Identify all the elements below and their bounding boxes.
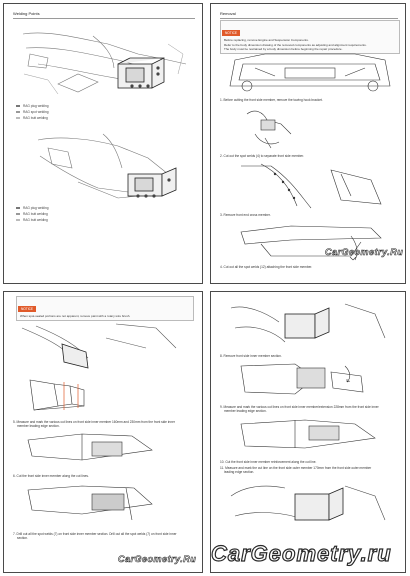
notice-text: Before replacing, remove Engine and Suspension Components.	[224, 38, 309, 42]
manual-page-welding-points	[3, 3, 203, 284]
legend-item: RAG plug welding	[16, 104, 49, 108]
legend-item: RAG butt welding	[16, 218, 48, 222]
step-5-text: member leading edge section.	[17, 424, 60, 428]
step-3-text: 3. Remove front end cross member.	[220, 213, 271, 217]
legend-item: RAG spot welding	[16, 110, 49, 114]
step-4-text: 4. Cut out all the spot welds (12) attaching the front side member.	[220, 265, 313, 269]
legend-swatch-icon	[16, 111, 20, 113]
legend-swatch-icon	[16, 219, 20, 221]
page-title: Welding Points	[13, 11, 40, 16]
step-8-text: 8. Remove front side inner member section.	[220, 354, 282, 358]
step-7-text: 7. Drill out all the spot welds (7) on front side inner member section. Drill out all the spot welds (7) on front side inner	[13, 532, 177, 536]
step-11-text: 11. Measure and mark the cut line on the front side outer member 170mm from the front side outer member	[220, 466, 372, 470]
legend-swatch-icon	[16, 117, 20, 119]
title-divider	[13, 18, 195, 19]
legend-item: RAG plug welding	[16, 206, 49, 210]
legend-swatch-icon	[16, 213, 20, 215]
front-side-member-diagram	[16, 318, 192, 376]
cross-member-diagram	[231, 218, 391, 264]
inner-member-section-diagram	[225, 298, 395, 352]
step-9-text: 9. Measure and mark the various cut lines on front side inner member/extension 228mm from the front side inner	[220, 405, 379, 409]
step-7-text: section.	[17, 536, 28, 540]
welding-diagram-upper	[18, 24, 188, 104]
title-divider	[220, 18, 398, 19]
notice-box	[16, 296, 194, 321]
notice-badge: NOTICE	[222, 30, 240, 36]
vehicle-front-diagram	[225, 50, 395, 94]
legend-item: RAG butt welding	[16, 116, 48, 120]
notice-text: Refer to the body dimension drawing of the removed components as adjusting and alignment requirements.	[224, 42, 367, 47]
cut-member-diagram	[22, 480, 162, 528]
page-title: Removal	[220, 11, 236, 16]
step-2-text: 2. Cut out the spot welds (4) to separate front side member.	[220, 154, 304, 158]
welding-diagram-lower	[18, 128, 188, 206]
remove-section-diagram	[235, 358, 385, 402]
measure-diagram	[22, 430, 162, 472]
watermark-logo: CarGeometry.Ru	[118, 554, 197, 564]
notice-text: When spot-sealed portions are not apparent, remove paint with a rotary wire brush.	[20, 314, 131, 318]
legend-item: RAG butt welding	[16, 212, 48, 216]
spot-weld-diagram	[231, 160, 391, 212]
manual-page-removal	[210, 3, 406, 284]
watermark-logo: CarGeometry.Ru	[325, 247, 404, 257]
legend-swatch-icon	[16, 207, 20, 209]
watermark-logo: CarGeometry.ru	[211, 541, 392, 566]
legend-swatch-icon	[16, 105, 20, 107]
notice-badge: NOTICE	[18, 306, 36, 312]
towing-hook-diagram	[241, 104, 301, 152]
manual-page-removal-cont	[3, 291, 203, 573]
step-1-text: 1. Before cutting the front side member, remove the towing hook bracket.	[220, 98, 323, 102]
notice-box	[220, 20, 400, 54]
manual-page-removal-steps	[210, 291, 406, 573]
step-5-text: 5. Measure and mark the various cut lines on front side inner member 160mm and 230mm from the front side inner	[13, 420, 175, 424]
reinforcement-diagram	[235, 416, 385, 456]
step-10-text: 10. Cut the front side inner member reinforcement along the cut line.	[220, 460, 317, 464]
step-6-text: 6. Cut the front side inner member along the cut lines.	[13, 474, 89, 478]
notice-text: The body must be restrained by a body dimension before beginning the repair procedure.	[224, 47, 343, 52]
cut-line-diagram	[24, 376, 174, 418]
step-11-text: leading edge section.	[224, 470, 255, 474]
outer-member-diagram	[225, 476, 395, 536]
step-9-text: member leading edge section.	[224, 409, 267, 413]
